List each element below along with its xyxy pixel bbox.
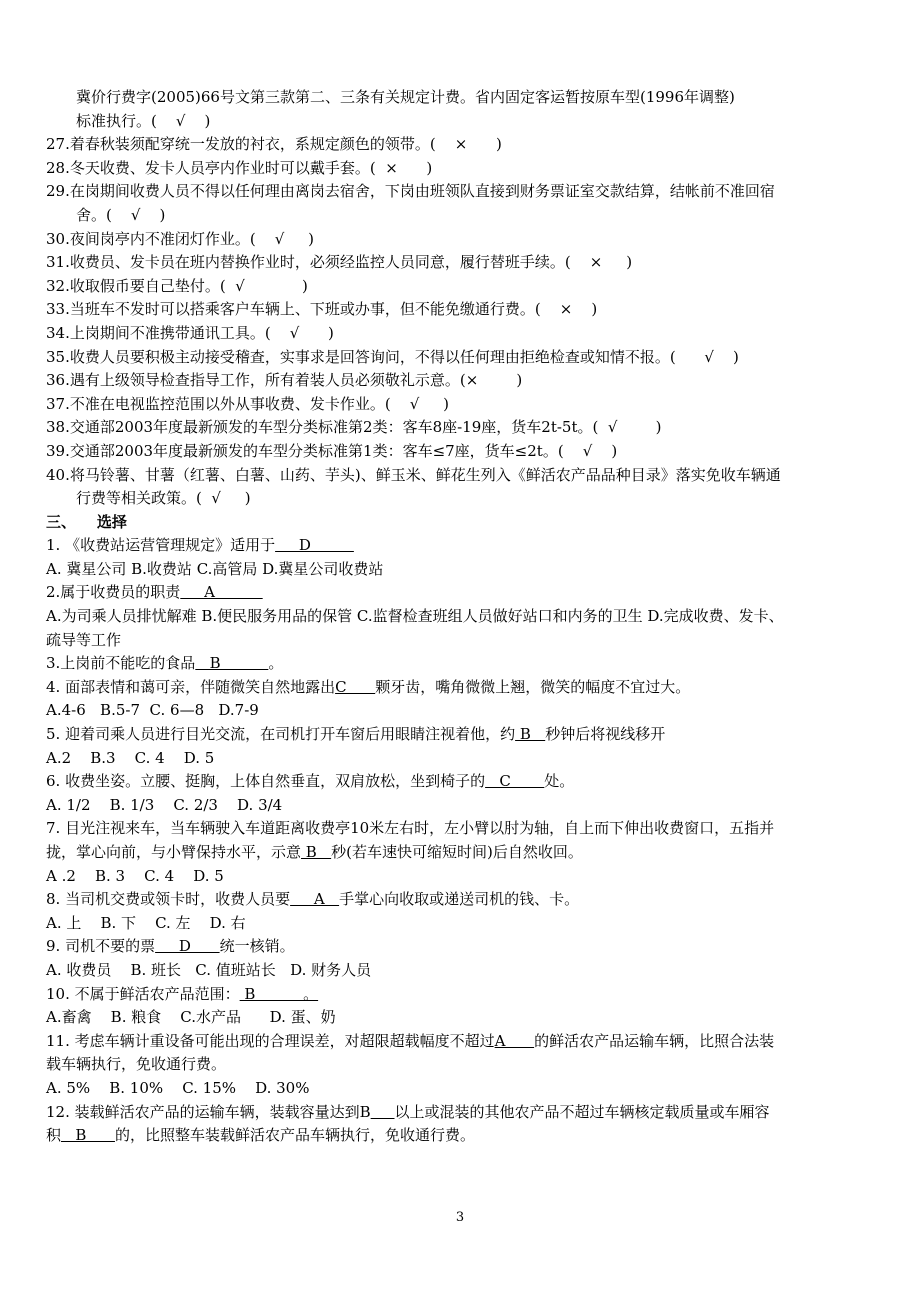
line-text: 27.着春秋装须配穿统一发放的衬衣，系规定颜色的领带。( × ) — [46, 135, 502, 154]
line-text-after: 的，比照整车装载鲜活农产品车辆执行，免收通行费。 — [114, 1126, 475, 1145]
line-text: A. 冀星公司 B.收费站 C.高管局 D.冀星公司收费站 — [46, 559, 384, 578]
line-text: 34.上岗期间不准携带通讯工具。( √ ) — [46, 323, 334, 342]
answer-blank: C — [335, 677, 376, 696]
line-text: A.2 B.3 C. 4 D. 5 — [46, 748, 215, 767]
text-line — [46, 629, 886, 653]
line-text: A.畜禽 B. 粮食 C.水产品 D. 蛋、奶 — [46, 1008, 336, 1027]
line-text-after: 处。 — [544, 772, 575, 791]
text-line — [46, 794, 886, 818]
text-line — [46, 1053, 886, 1077]
line-text: 30.夜间岗亭内不准闭灯作业。( √ ) — [46, 229, 315, 248]
text-line — [46, 369, 886, 393]
text-line — [46, 935, 886, 959]
answer-blank: B 。 — [239, 984, 319, 1003]
line-text: 舍。( √ ) — [76, 205, 166, 224]
line-text: 39.交通部2003年度最新颁发的车型分类标准第1类：客车≤7座，货车≤2t。( √ ) — [46, 441, 618, 460]
line-text: 33.当班车不发时可以搭乘客户车辆上、下班或办事，但不能免缴通行费。( × ) — [46, 300, 598, 319]
text-line — [46, 228, 886, 252]
line-text: 29.在岗期间收费人员不得以任何理由离岗去宿舍，下岗由班领队直接到财务票证室交款结算，结帐前不准回宿 — [46, 182, 775, 201]
text-line — [46, 393, 886, 417]
text-line — [46, 298, 886, 322]
answer-blank: C — [485, 772, 545, 791]
line-text-after: 。 — [268, 654, 284, 673]
section-heading — [46, 511, 886, 535]
text-line — [46, 581, 886, 605]
text-line — [46, 487, 886, 511]
answer-blank: D — [275, 536, 354, 555]
text-line — [46, 865, 886, 889]
text-line — [46, 770, 886, 794]
line-text: 10. 不属于鲜活农产品范围： — [46, 984, 240, 1003]
text-line — [46, 440, 886, 464]
line-text: 11. 考虑车辆计重设备可能出现的合理误差，对超限超载幅度不超过 — [46, 1031, 495, 1050]
text-line — [46, 912, 886, 936]
answer-blank: B — [301, 843, 332, 861]
answer-blank: A — [494, 1031, 535, 1050]
line-text: 38.交通部2003年度最新颁发的车型分类标准第2类：客车8座-19座，货车2t-5t。( √ ) — [46, 418, 662, 437]
line-text: A. 1/2 B. 1/3 C. 2/3 D. 3/4 — [46, 795, 283, 814]
line-text: 36.遇有上级领导检查指导工作，所有着装人员必须敬礼示意。(× ) — [46, 371, 523, 390]
answer-blank: D — [155, 937, 220, 956]
line-text-after: 的鲜活农产品运输车辆，比照合法装 — [534, 1031, 775, 1050]
line-text-after: 统一核销。 — [219, 937, 295, 956]
line-text: A.4-6 B.5-7 C. 6—8 D.7-9 — [46, 701, 259, 720]
line-text-after: 手掌心向收取或递送司机的钱、卡。 — [339, 890, 580, 909]
answer-blank: A — [180, 583, 263, 602]
line-text: A. 上 B. 下 C. 左 D. 右 — [46, 913, 246, 932]
line-text: 拢，掌心向前，与小臂保持水平，示意 — [46, 843, 302, 861]
text-line — [46, 204, 886, 228]
text-line — [46, 180, 886, 204]
line-text: 载车辆执行，免收通行费。 — [46, 1055, 227, 1074]
line-text-after: 颗牙齿，嘴角微微上翘，微笑的幅度不宜过大。 — [375, 677, 691, 696]
line-text: 3.上岗前不能吃的食品 — [46, 654, 196, 673]
line-text: 2.属于收费员的职责 — [46, 583, 181, 602]
text-line — [46, 322, 886, 346]
line-text: 37.不准在电视监控范围以外从事收费、发卡作业。( √ ) — [46, 394, 450, 413]
answer-blank: B — [195, 654, 269, 673]
text-line — [46, 1124, 886, 1148]
line-text: A. 5% B. 10% C. 15% D. 30% — [46, 1078, 310, 1097]
answer-blank: B — [61, 1126, 115, 1145]
line-text: 4. 面部表情和蔼可亲，伴随微笑自然地露出 — [46, 677, 336, 696]
line-text: 35.收费人员要积极主动接受稽查，实事求是回答询问，不得以任何理由拒绝检查或知情不报。( √ ) — [46, 347, 739, 366]
line-text: 8. 当司机交费或领卡时，收费人员要 — [46, 890, 291, 909]
text-line — [46, 723, 886, 747]
answer-blank — [371, 1103, 395, 1121]
line-text: 7. 目光注视来车，当车辆驶入车道距离收费亭10米左右时，左小臂以肘为轴，自上而下伸出收费窗口，五指并 — [46, 819, 775, 838]
text-line — [46, 1006, 886, 1030]
text-line — [46, 676, 886, 700]
answer-blank: B — [515, 725, 546, 744]
text-line — [46, 747, 886, 771]
text-line — [46, 605, 886, 629]
line-text: 标准执行。( √ ) — [76, 111, 211, 130]
line-text: 31.收费员、发卡员在班内替换作业时，必须经监控人员同意，履行替班手续。( × ) — [46, 253, 633, 272]
line-text: A.为司乘人员排忧解难 B.便民服务用品的保管 C.监督检查班组人员做好站口和内务的卫生 D.完成收费、发卡、 — [46, 607, 784, 626]
text-line — [46, 1101, 886, 1125]
line-text: 冀价行费字(2005)66号文第三款第二、三条有关规定计费。省内固定客运暂按原车型(1996年调整) — [76, 88, 735, 106]
line-text: 6. 收费坐姿。立腰、挺胸，上体自然垂直，双肩放松，坐到椅子的 — [46, 772, 486, 791]
line-text: 12. 装载鲜活农产品的运输车辆，装载容量达到B — [46, 1102, 371, 1121]
text-line — [46, 346, 886, 370]
text-line — [46, 1077, 886, 1101]
text-line — [46, 157, 886, 181]
text-line — [46, 699, 886, 723]
line-text: 9. 司机不要的票 — [46, 937, 156, 956]
line-text-after: 秒(若车速快可缩短时间)后自然收回。 — [331, 843, 583, 861]
text-line — [46, 983, 886, 1007]
line-text: 1. 《收费站运营管理规定》适用于 — [46, 536, 276, 555]
text-line — [46, 888, 886, 912]
text-line — [46, 110, 886, 134]
line-text-after: 以上或混装的其他农产品不超过车辆核定载质量或车厢容 — [394, 1102, 770, 1121]
text-line — [46, 558, 886, 582]
line-text: 32.收取假币要自己垫付。( √ ) — [46, 276, 308, 295]
text-line — [46, 275, 886, 299]
line-text: A. 收费员 B. 班长 C. 值班站长 D. 财务人员 — [46, 960, 372, 979]
answer-blank: A — [290, 890, 340, 909]
line-text: 5. 迎着司乘人员进行目光交流，在司机打开车窗后用眼睛注视着他，约 — [46, 725, 516, 744]
text-line — [46, 251, 886, 275]
line-text: A .2 B. 3 C. 4 D. 5 — [46, 866, 224, 885]
line-text: 28.冬天收费、发卡人员亭内作业时可以戴手套。( × ) — [46, 158, 433, 177]
line-text-after: 秒钟后将视线移开 — [545, 725, 666, 744]
text-line — [46, 534, 886, 558]
line-text: 积 — [46, 1126, 62, 1145]
text-line — [46, 959, 886, 983]
page-number: 3 — [455, 1210, 465, 1225]
text-line — [46, 133, 886, 157]
line-text: 行费等相关政策。( √ ) — [76, 489, 251, 508]
line-text: 40.将马铃薯、甘薯（红薯、白薯、山药、芋头)、鲜玉米、鲜花生列入《鲜活农产品品种目录》落实免收车辆通 — [46, 465, 781, 484]
document-body — [46, 86, 886, 1148]
text-line — [46, 841, 886, 865]
text-line — [46, 86, 886, 110]
text-line — [46, 464, 886, 488]
text-line — [46, 652, 886, 676]
text-line — [46, 416, 886, 440]
line-text: 疏导等工作 — [46, 630, 122, 649]
text-line — [46, 817, 886, 841]
text-line — [46, 1030, 886, 1054]
line-text: 三、 选择 — [46, 512, 127, 531]
